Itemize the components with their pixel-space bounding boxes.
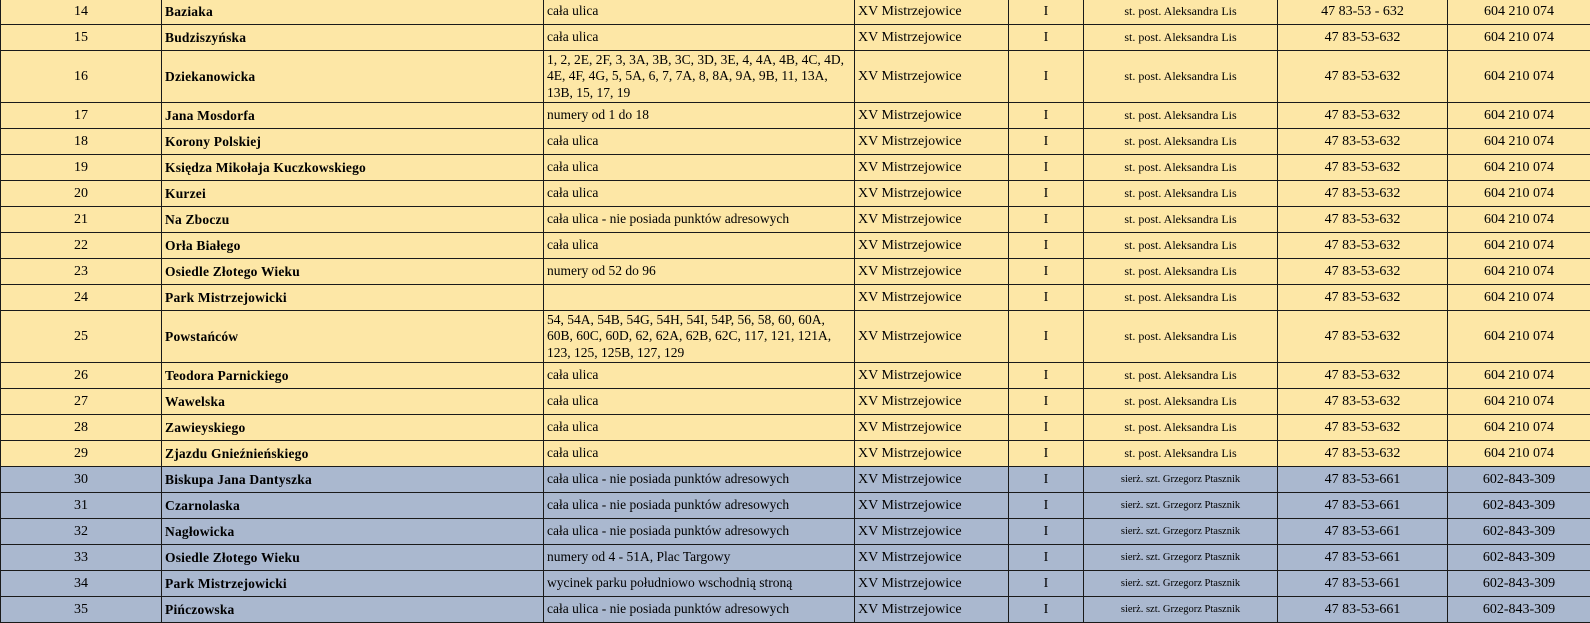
office-phone-cell: 47 83-53-632 xyxy=(1278,259,1448,285)
mobile-phone-cell: 604 210 074 xyxy=(1448,0,1590,25)
officer-name-cell: st. post. Aleksandra Lis xyxy=(1084,259,1278,285)
precinct-class-cell: I xyxy=(1009,181,1084,207)
precinct-class-cell: I xyxy=(1009,597,1084,623)
street-name-cell: Czarnolaska xyxy=(162,493,544,519)
table-row xyxy=(1,363,1590,389)
street-name-cell: Powstańców xyxy=(162,311,544,363)
table-row xyxy=(1,571,1590,597)
precinct-class-cell: I xyxy=(1009,389,1084,415)
office-phone-cell: 47 83-53-632 xyxy=(1278,129,1448,155)
precinct-class-cell: I xyxy=(1009,259,1084,285)
district-name-cell: XV Mistrzejowice xyxy=(855,311,1009,363)
precinct-class-cell: I xyxy=(1009,519,1084,545)
table-body xyxy=(1,0,1590,623)
table-row xyxy=(1,441,1590,467)
officer-name-cell: st. post. Aleksandra Lis xyxy=(1084,0,1278,25)
street-name-cell: Park Mistrzejowicki xyxy=(162,285,544,311)
precinct-class-cell: I xyxy=(1009,285,1084,311)
precinct-class-cell: I xyxy=(1009,311,1084,363)
street-name-cell: Nagłowicka xyxy=(162,519,544,545)
district-name-cell: XV Mistrzejowice xyxy=(855,545,1009,571)
officer-name-cell: sierż. szt. Grzegorz Ptasznik xyxy=(1084,519,1278,545)
district-name-cell: XV Mistrzejowice xyxy=(855,129,1009,155)
table-row xyxy=(1,311,1590,363)
row-number-cell: 35 xyxy=(1,597,162,623)
row-number-cell: 18 xyxy=(1,129,162,155)
row-number-cell: 22 xyxy=(1,233,162,259)
district-name-cell: XV Mistrzejowice xyxy=(855,415,1009,441)
precinct-class-cell: I xyxy=(1009,467,1084,493)
address-scope-cell: numery od 1 do 18 xyxy=(544,103,855,129)
precinct-class-cell: I xyxy=(1009,545,1084,571)
address-scope-cell: cała ulica xyxy=(544,155,855,181)
mobile-phone-cell: 604 210 074 xyxy=(1448,389,1590,415)
officer-name-cell: st. post. Aleksandra Lis xyxy=(1084,233,1278,259)
row-number-cell: 32 xyxy=(1,519,162,545)
street-name-cell: Park Mistrzejowicki xyxy=(162,571,544,597)
table-row xyxy=(1,415,1590,441)
street-name-cell: Orła Białego xyxy=(162,233,544,259)
table-row xyxy=(1,467,1590,493)
mobile-phone-cell: 604 210 074 xyxy=(1448,51,1590,103)
row-number-cell: 21 xyxy=(1,207,162,233)
officer-name-cell: sierż. szt. Grzegorz Ptasznik xyxy=(1084,597,1278,623)
table-row xyxy=(1,25,1590,51)
district-name-cell: XV Mistrzejowice xyxy=(855,467,1009,493)
district-name-cell: XV Mistrzejowice xyxy=(855,155,1009,181)
district-name-cell: XV Mistrzejowice xyxy=(855,259,1009,285)
street-name-cell: Pińczowska xyxy=(162,597,544,623)
street-name-cell: Dziekanowicka xyxy=(162,51,544,103)
street-name-cell: Zawieyskiego xyxy=(162,415,544,441)
address-scope-cell: cała ulica xyxy=(544,415,855,441)
mobile-phone-cell: 604 210 074 xyxy=(1448,415,1590,441)
officer-name-cell: st. post. Aleksandra Lis xyxy=(1084,415,1278,441)
district-name-cell: XV Mistrzejowice xyxy=(855,597,1009,623)
precinct-class-cell: I xyxy=(1009,415,1084,441)
row-number-cell: 29 xyxy=(1,441,162,467)
row-number-cell: 25 xyxy=(1,311,162,363)
district-name-cell: XV Mistrzejowice xyxy=(855,493,1009,519)
precinct-class-cell: I xyxy=(1009,155,1084,181)
mobile-phone-cell: 602-843-309 xyxy=(1448,597,1590,623)
district-name-cell: XV Mistrzejowice xyxy=(855,207,1009,233)
officer-name-cell: st. post. Aleksandra Lis xyxy=(1084,51,1278,103)
address-scope-cell: cała ulica xyxy=(544,0,855,25)
office-phone-cell: 47 83-53-661 xyxy=(1278,571,1448,597)
address-scope-cell: cała ulica xyxy=(544,389,855,415)
address-scope-cell: cała ulica xyxy=(544,441,855,467)
street-name-cell: Osiedle Złotego Wieku xyxy=(162,545,544,571)
office-phone-cell: 47 83-53-632 xyxy=(1278,207,1448,233)
officer-name-cell: st. post. Aleksandra Lis xyxy=(1084,389,1278,415)
address-scope-cell: cała ulica xyxy=(544,363,855,389)
mobile-phone-cell: 604 210 074 xyxy=(1448,155,1590,181)
street-name-cell: Osiedle Złotego Wieku xyxy=(162,259,544,285)
table-row xyxy=(1,0,1590,25)
officer-name-cell: st. post. Aleksandra Lis xyxy=(1084,103,1278,129)
district-name-cell: XV Mistrzejowice xyxy=(855,389,1009,415)
mobile-phone-cell: 604 210 074 xyxy=(1448,363,1590,389)
row-number-cell: 27 xyxy=(1,389,162,415)
district-name-cell: XV Mistrzejowice xyxy=(855,25,1009,51)
row-number-cell: 16 xyxy=(1,51,162,103)
address-scope-cell: cała ulica - nie posiada punktów adresowych xyxy=(544,597,855,623)
office-phone-cell: 47 83-53 - 632 xyxy=(1278,0,1448,25)
office-phone-cell: 47 83-53-632 xyxy=(1278,389,1448,415)
street-name-cell: Korony Polskiej xyxy=(162,129,544,155)
street-name-cell: Na Zboczu xyxy=(162,207,544,233)
officer-name-cell: sierż. szt. Grzegorz Ptasznik xyxy=(1084,571,1278,597)
table-row xyxy=(1,519,1590,545)
officer-name-cell: st. post. Aleksandra Lis xyxy=(1084,311,1278,363)
address-scope-cell: cała ulica xyxy=(544,181,855,207)
row-number-cell: 17 xyxy=(1,103,162,129)
mobile-phone-cell: 604 210 074 xyxy=(1448,129,1590,155)
row-number-cell: 28 xyxy=(1,415,162,441)
table-row xyxy=(1,493,1590,519)
street-name-cell: Jana Mosdorfa xyxy=(162,103,544,129)
precinct-class-cell: I xyxy=(1009,129,1084,155)
row-number-cell: 31 xyxy=(1,493,162,519)
table-row xyxy=(1,259,1590,285)
district-name-cell: XV Mistrzejowice xyxy=(855,441,1009,467)
address-scope-cell: cała ulica xyxy=(544,129,855,155)
table-row xyxy=(1,285,1590,311)
office-phone-cell: 47 83-53-661 xyxy=(1278,493,1448,519)
office-phone-cell: 47 83-53-632 xyxy=(1278,311,1448,363)
officer-name-cell: st. post. Aleksandra Lis xyxy=(1084,155,1278,181)
officer-name-cell: st. post. Aleksandra Lis xyxy=(1084,25,1278,51)
officer-name-cell: st. post. Aleksandra Lis xyxy=(1084,181,1278,207)
address-scope-cell: 1, 2, 2E, 2F, 3, 3A, 3B, 3C, 3D, 3E, 4, 4A, 4B, 4C, 4D, 4E, 4F, 4G, 5, 5A, 6, 7, 7A, 8, 8A, 9A, 9B, 11, 13A, 13B, 15, 17, 19 xyxy=(544,51,855,103)
precinct-class-cell: I xyxy=(1009,0,1084,25)
officer-name-cell: sierż. szt. Grzegorz Ptasznik xyxy=(1084,545,1278,571)
table-row xyxy=(1,389,1590,415)
mobile-phone-cell: 604 210 074 xyxy=(1448,285,1590,311)
address-scope-cell: cała ulica xyxy=(544,25,855,51)
office-phone-cell: 47 83-53-632 xyxy=(1278,155,1448,181)
precinct-class-cell: I xyxy=(1009,441,1084,467)
mobile-phone-cell: 602-843-309 xyxy=(1448,519,1590,545)
mobile-phone-cell: 602-843-309 xyxy=(1448,467,1590,493)
office-phone-cell: 47 83-53-632 xyxy=(1278,363,1448,389)
row-number-cell: 33 xyxy=(1,545,162,571)
precinct-class-cell: I xyxy=(1009,571,1084,597)
address-scope-cell: numery od 52 do 96 xyxy=(544,259,855,285)
address-scope-cell: cała ulica - nie posiada punktów adresowych xyxy=(544,493,855,519)
table-row xyxy=(1,181,1590,207)
precinct-class-cell: I xyxy=(1009,207,1084,233)
district-name-cell: XV Mistrzejowice xyxy=(855,181,1009,207)
district-name-cell: XV Mistrzejowice xyxy=(855,103,1009,129)
table-row xyxy=(1,207,1590,233)
mobile-phone-cell: 602-843-309 xyxy=(1448,493,1590,519)
address-scope-cell: 54, 54A, 54B, 54G, 54H, 54I, 54P, 56, 58, 60, 60A, 60B, 60C, 60D, 62, 62A, 62B, 62C, 117, 121, 121A, 123, 125, 125B, 127, 129 xyxy=(544,311,855,363)
row-number-cell: 14 xyxy=(1,0,162,25)
district-name-cell: XV Mistrzejowice xyxy=(855,363,1009,389)
street-name-cell: Kurzei xyxy=(162,181,544,207)
officer-name-cell: sierż. szt. Grzegorz Ptasznik xyxy=(1084,493,1278,519)
precinct-class-cell: I xyxy=(1009,103,1084,129)
mobile-phone-cell: 604 210 074 xyxy=(1448,259,1590,285)
officer-name-cell: st. post. Aleksandra Lis xyxy=(1084,207,1278,233)
table-row xyxy=(1,597,1590,623)
mobile-phone-cell: 604 210 074 xyxy=(1448,441,1590,467)
district-name-cell: XV Mistrzejowice xyxy=(855,519,1009,545)
mobile-phone-cell: 604 210 074 xyxy=(1448,25,1590,51)
row-number-cell: 20 xyxy=(1,181,162,207)
street-name-cell: Zjazdu Gnieźnieńskiego xyxy=(162,441,544,467)
address-scope-cell: cała ulica - nie posiada punktów adresowych xyxy=(544,467,855,493)
office-phone-cell: 47 83-53-632 xyxy=(1278,51,1448,103)
district-name-cell: XV Mistrzejowice xyxy=(855,285,1009,311)
row-number-cell: 30 xyxy=(1,467,162,493)
office-phone-cell: 47 83-53-661 xyxy=(1278,519,1448,545)
street-name-cell: Teodora Parnickiego xyxy=(162,363,544,389)
district-name-cell: XV Mistrzejowice xyxy=(855,233,1009,259)
street-name-cell: Budziszyńska xyxy=(162,25,544,51)
address-scope-cell: cała ulica - nie posiada punktów adresowych xyxy=(544,519,855,545)
district-name-cell: XV Mistrzejowice xyxy=(855,0,1009,25)
row-number-cell: 15 xyxy=(1,25,162,51)
mobile-phone-cell: 604 210 074 xyxy=(1448,207,1590,233)
table-row xyxy=(1,155,1590,181)
precinct-class-cell: I xyxy=(1009,25,1084,51)
office-phone-cell: 47 83-53-632 xyxy=(1278,233,1448,259)
address-scope-cell: wycinek parku południowo wschodnią stroną xyxy=(544,571,855,597)
precinct-class-cell: I xyxy=(1009,51,1084,103)
officer-name-cell: st. post. Aleksandra Lis xyxy=(1084,129,1278,155)
office-phone-cell: 47 83-53-632 xyxy=(1278,415,1448,441)
officer-name-cell: sierż. szt. Grzegorz Ptasznik xyxy=(1084,467,1278,493)
mobile-phone-cell: 604 210 074 xyxy=(1448,233,1590,259)
table-row xyxy=(1,129,1590,155)
officer-name-cell: st. post. Aleksandra Lis xyxy=(1084,363,1278,389)
district-name-cell: XV Mistrzejowice xyxy=(855,571,1009,597)
mobile-phone-cell: 604 210 074 xyxy=(1448,311,1590,363)
table-row xyxy=(1,51,1590,103)
office-phone-cell: 47 83-53-661 xyxy=(1278,467,1448,493)
office-phone-cell: 47 83-53-632 xyxy=(1278,181,1448,207)
office-phone-cell: 47 83-53-632 xyxy=(1278,285,1448,311)
officer-name-cell: st. post. Aleksandra Lis xyxy=(1084,285,1278,311)
row-number-cell: 24 xyxy=(1,285,162,311)
officer-name-cell: st. post. Aleksandra Lis xyxy=(1084,441,1278,467)
mobile-phone-cell: 602-843-309 xyxy=(1448,545,1590,571)
office-phone-cell: 47 83-53-661 xyxy=(1278,597,1448,623)
precinct-class-cell: I xyxy=(1009,493,1084,519)
row-number-cell: 26 xyxy=(1,363,162,389)
address-scope-cell: numery od 4 - 51A, Plac Targowy xyxy=(544,545,855,571)
row-number-cell: 19 xyxy=(1,155,162,181)
office-phone-cell: 47 83-53-632 xyxy=(1278,441,1448,467)
precinct-class-cell: I xyxy=(1009,233,1084,259)
district-name-cell: XV Mistrzejowice xyxy=(855,51,1009,103)
row-number-cell: 34 xyxy=(1,571,162,597)
mobile-phone-cell: 602-843-309 xyxy=(1448,571,1590,597)
address-scope-cell: cała ulica xyxy=(544,233,855,259)
office-phone-cell: 47 83-53-632 xyxy=(1278,25,1448,51)
office-phone-cell: 47 83-53-632 xyxy=(1278,103,1448,129)
office-phone-cell: 47 83-53-661 xyxy=(1278,545,1448,571)
table-row xyxy=(1,103,1590,129)
address-scope-cell xyxy=(544,285,855,311)
table-row xyxy=(1,233,1590,259)
mobile-phone-cell: 604 210 074 xyxy=(1448,181,1590,207)
precinct-class-cell: I xyxy=(1009,363,1084,389)
mobile-phone-cell: 604 210 074 xyxy=(1448,103,1590,129)
row-number-cell: 23 xyxy=(1,259,162,285)
table-row xyxy=(1,545,1590,571)
address-scope-cell: cała ulica - nie posiada punktów adresowych xyxy=(544,207,855,233)
street-name-cell: Wawelska xyxy=(162,389,544,415)
street-name-cell: Biskupa Jana Dantyszka xyxy=(162,467,544,493)
street-name-cell: Księdza Mikołaja Kuczkowskiego xyxy=(162,155,544,181)
street-name-cell: Baziaka xyxy=(162,0,544,25)
